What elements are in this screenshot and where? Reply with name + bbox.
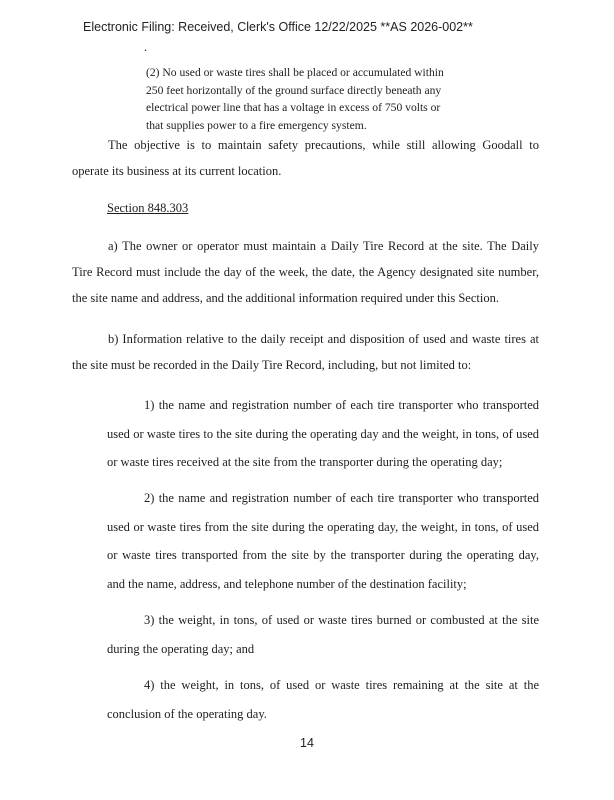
page-number: 14	[300, 736, 314, 750]
section-heading: Section 848.303	[107, 201, 189, 215]
objective-paragraph: The objective is to maintain safety precautions, while still allowing Goodall to operate its business at its current location.	[72, 138, 539, 178]
quoted-rule-line: (2) No used or waste tires shall be placed or accumulated within	[146, 66, 444, 79]
sub-item-3: 3) the weight, in tons, of used or waste tires burned or combusted at the site during the operating day; and	[107, 613, 539, 656]
sub-item-2: 2) the name and registration number of each tire transporter who transported used or waste tires from the site during the operating day, the weight, in tons, of used or waste tires transported from the site by the transporter during the operating day, and the name, address, and telephone number of the destination facility;	[107, 491, 539, 591]
sub-item-1: 1) the name and registration number of each tire transporter who transported used or waste tires to the site during the operating day and the weight, in tons, of used or waste tires received at the site from the transporter during the operating day;	[107, 398, 539, 469]
quoted-rule-line: 250 feet horizontally of the ground surface directly beneath any	[146, 83, 442, 97]
sub-item-4: 4) the weight, in tons, of used or waste tires remaining at the site at the conclusion of the operating day.	[107, 678, 539, 721]
quoted-rule-line: electrical power line that has a voltage in excess of 750 volts or	[146, 101, 441, 115]
paragraph-a: a) The owner or operator must maintain a Daily Tire Record at the site. The Daily Tire Record must include the day of the week, the date, the Agency designated site number, the site name and address, and the additional information required under this Section.	[72, 239, 539, 305]
quoted-rule-line: that supplies power to a fire emergency system.	[146, 118, 367, 132]
stray-mark: .	[144, 40, 148, 54]
filing-stamp-header: Electronic Filing: Received, Clerk's Office 12/22/2025 **AS 2026-002**	[83, 20, 473, 34]
paragraph-b: b) Information relative to the daily receipt and disposition of used and waste tires at the site must be recorded in the Daily Tire Record, including, but not limited to:	[72, 332, 539, 372]
quoted-rule-block	[146, 64, 464, 134]
